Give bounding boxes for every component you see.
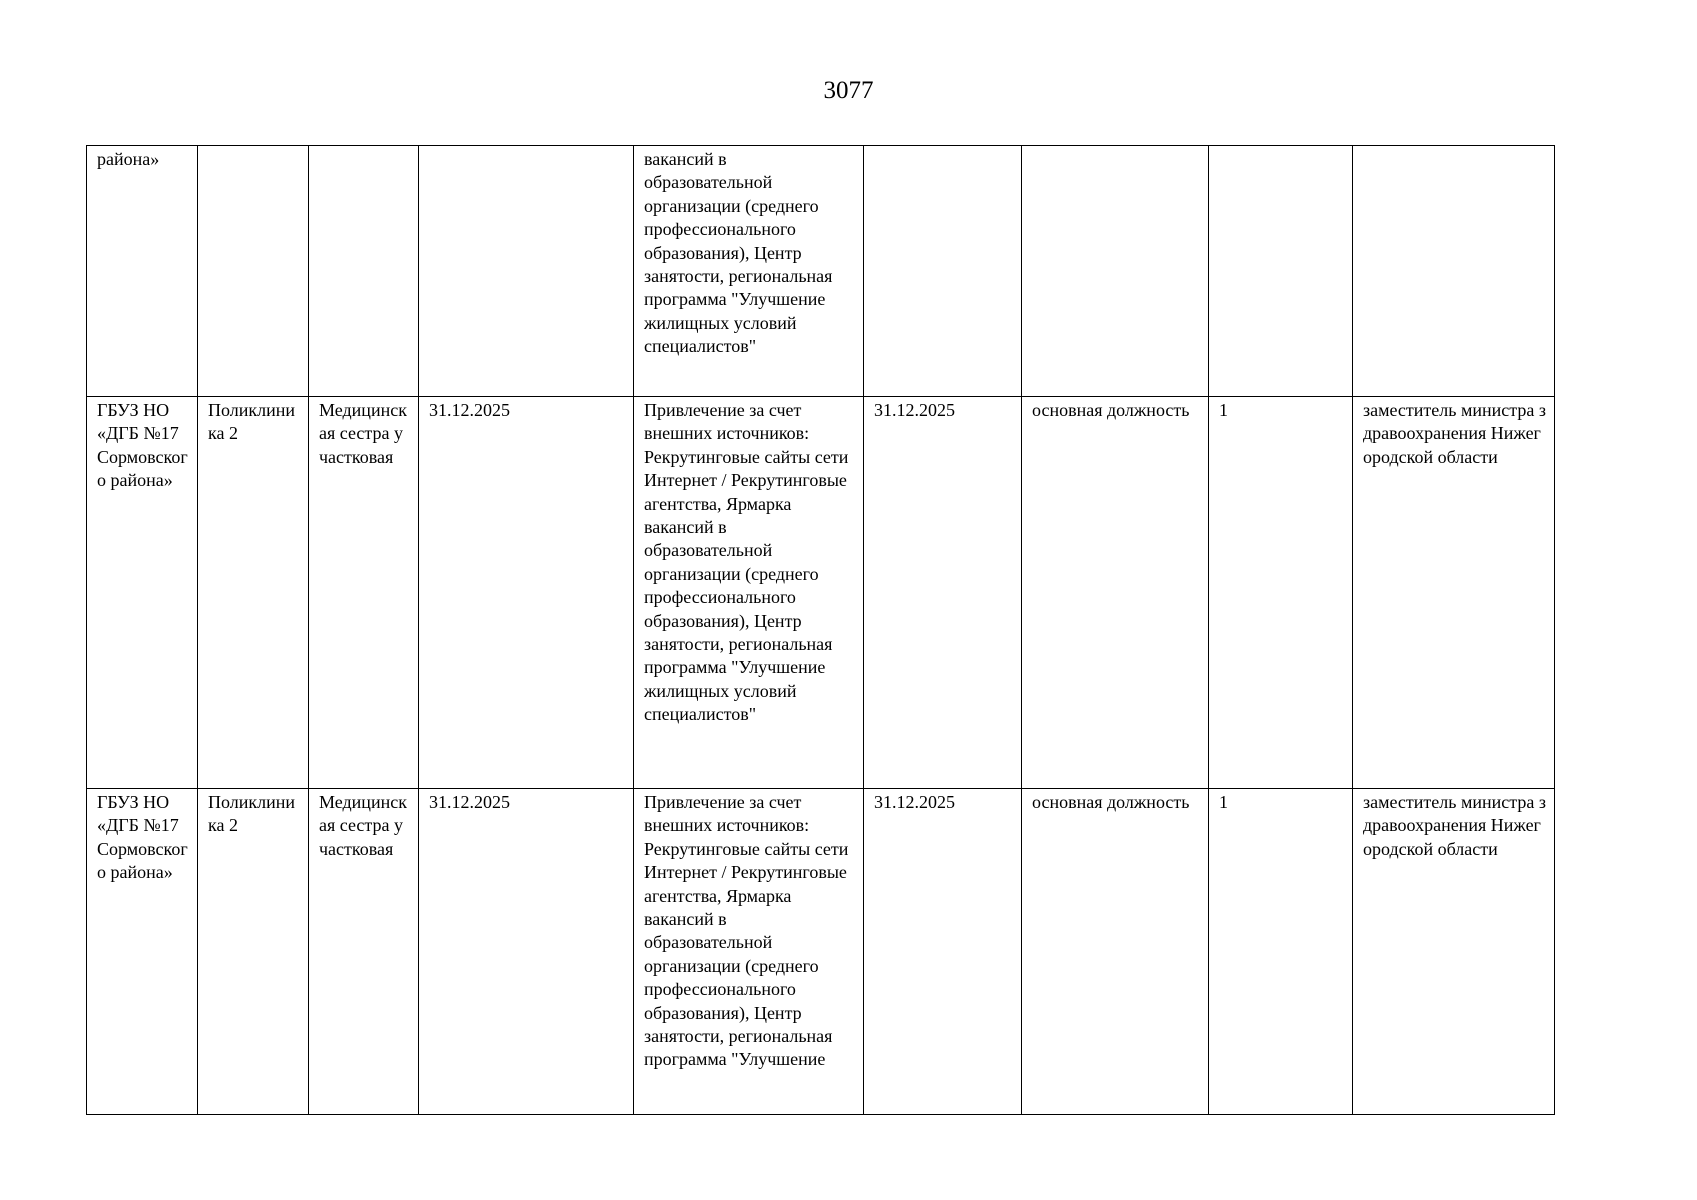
cell-count: [1209, 146, 1353, 397]
cell-recruitment-measures: вакансий в образовательной организации (среднего профессионального образования), Центр занятости, региональная программа "Улучшение жилищных условий специалистов": [634, 146, 864, 397]
cell-department: [198, 146, 309, 397]
table-row: [87, 397, 1555, 789]
cell-position: Медицинская сестра участковая: [309, 397, 419, 789]
cell-organization: района»: [87, 146, 198, 397]
table-row: [87, 789, 1555, 1115]
cell-deadline: 31.12.2025: [864, 789, 1022, 1115]
cell-responsible: заместитель министра здравоохранения Нижегородской области: [1353, 789, 1555, 1115]
cell-position: Медицинская сестра участковая: [309, 789, 419, 1115]
cell-vacancy-date: 31.12.2025: [419, 789, 634, 1115]
cell-department: Поликлиника 2: [198, 789, 309, 1115]
cell-organization: ГБУЗ НО «ДГБ №17 Сормовского района»: [87, 397, 198, 789]
cell-count: 1: [1209, 789, 1353, 1115]
cell-count: 1: [1209, 397, 1353, 789]
cell-vacancy-date: 31.12.2025: [419, 397, 634, 789]
cell-department: Поликлиника 2: [198, 397, 309, 789]
document-table: [86, 145, 1555, 1115]
cell-recruitment-measures: Привлечение за счет внешних источников: Рекрутинговые сайты сети Интернет / Рекрутинговые агентства, Ярмарка вакансий в образовательной организации (среднего профессионального образования), Центр занятости, региональная программа "Улучшение жилищных условий специалистов": [634, 397, 864, 789]
cell-employment-type: основная должность: [1022, 789, 1209, 1115]
cell-vacancy-date: [419, 146, 634, 397]
cell-responsible: заместитель министра здравоохранения Нижегородской области: [1353, 397, 1555, 789]
table-row: [87, 146, 1555, 397]
cell-position: [309, 146, 419, 397]
cell-responsible: [1353, 146, 1555, 397]
cell-organization: ГБУЗ НО «ДГБ №17 Сормовского района»: [87, 789, 198, 1115]
cell-employment-type: основная должность: [1022, 397, 1209, 789]
page-number: 3077: [823, 77, 874, 104]
cell-employment-type: [1022, 146, 1209, 397]
cell-deadline: [864, 146, 1022, 397]
cell-deadline: 31.12.2025: [864, 397, 1022, 789]
cell-recruitment-measures: Привлечение за счет внешних источников: Рекрутинговые сайты сети Интернет / Рекрутинговые агентства, Ярмарка вакансий в образовательной организации (среднего профессионального образования), Центр занятости, региональная программа "Улучшение: [634, 789, 864, 1115]
